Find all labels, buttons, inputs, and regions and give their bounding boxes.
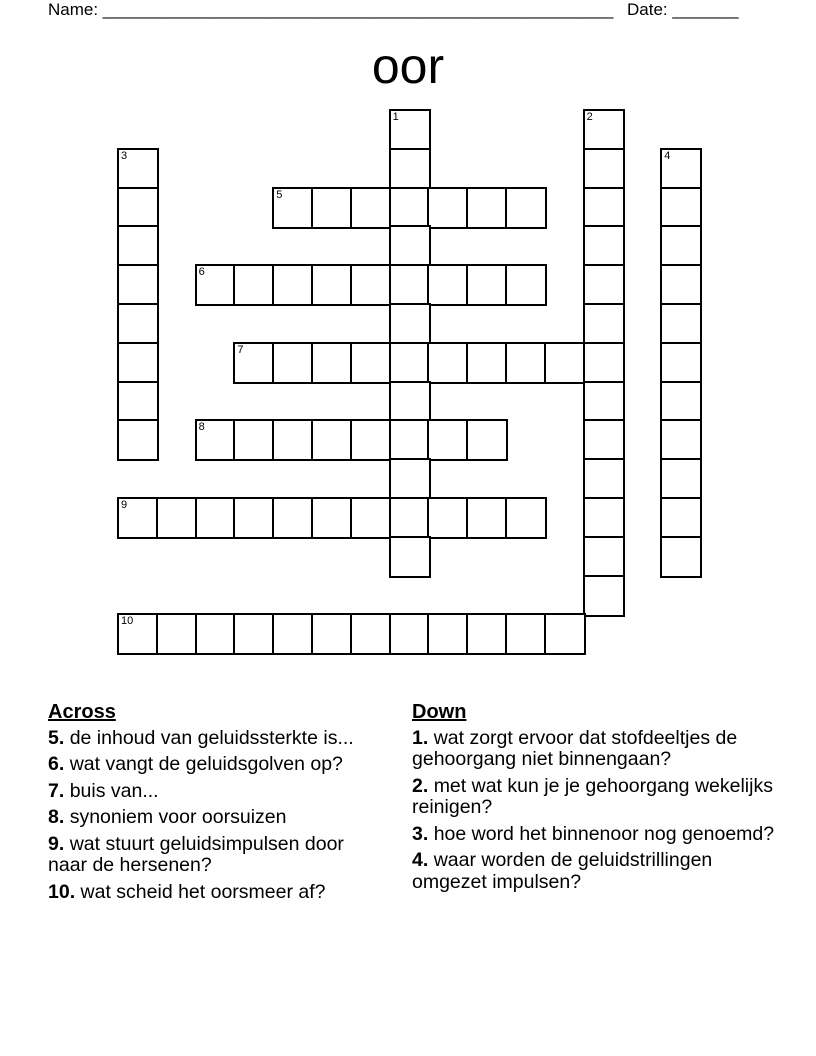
clue-text: buis van... — [69, 779, 159, 802]
grid-cell[interactable] — [583, 575, 625, 617]
grid-cell[interactable] — [660, 148, 702, 190]
grid-cell[interactable] — [350, 613, 392, 655]
clue-text: wat stuurt geluidsimpulsen door naar de hersenen? — [48, 832, 344, 876]
cell-number: 2 — [586, 111, 593, 123]
grid-cell[interactable] — [583, 148, 625, 190]
grid-cell[interactable] — [505, 342, 547, 384]
grid-cell[interactable] — [195, 264, 237, 306]
grid-cell[interactable] — [660, 497, 702, 539]
grid-cell[interactable] — [660, 342, 702, 384]
grid-cell[interactable] — [350, 419, 392, 461]
grid-cell[interactable] — [233, 497, 275, 539]
grid-cell[interactable] — [660, 419, 702, 461]
grid-cell[interactable] — [505, 613, 547, 655]
grid-cell[interactable] — [389, 419, 431, 461]
grid-cell[interactable] — [272, 613, 314, 655]
clue-text: wat vangt de geluidsgolven op? — [69, 753, 343, 775]
cell-number: 7 — [237, 343, 244, 356]
grid-cell[interactable] — [233, 264, 275, 306]
grid-cell[interactable] — [583, 303, 625, 345]
grid-cell[interactable] — [117, 381, 159, 423]
grid-cell[interactable] — [466, 264, 508, 306]
grid-cell[interactable] — [427, 419, 469, 461]
puzzle-title: oor — [371, 38, 445, 94]
cell-number: 10 — [121, 615, 134, 628]
grid-cell[interactable] — [583, 187, 625, 229]
grid-cell[interactable] — [389, 225, 431, 267]
grid-cell[interactable] — [389, 381, 431, 423]
grid-cell[interactable] — [466, 497, 508, 539]
clue-text: hoe word het binnenoor nog genoemd? — [433, 822, 775, 845]
clue-text: wat zorgt ervoor dat stofdeeltjes de gehoorgang niet binnengaan? — [412, 726, 738, 770]
grid-cell[interactable] — [389, 613, 431, 655]
grid-cell[interactable] — [117, 225, 159, 267]
grid-cell[interactable] — [389, 264, 431, 306]
grid-cell[interactable] — [466, 419, 508, 461]
grid-cell[interactable] — [466, 187, 508, 229]
clue-number: 10. — [48, 880, 76, 903]
grid-cell[interactable] — [660, 187, 702, 229]
grid-cell[interactable] — [156, 497, 198, 539]
clue-number: 2. — [412, 774, 429, 797]
across-heading: Across — [48, 701, 116, 723]
grid-cell[interactable] — [389, 458, 431, 500]
clue-text: synoniem voor oorsuizen — [69, 806, 287, 828]
grid-cell[interactable] — [117, 264, 159, 306]
clue-text: wat scheid het oorsmeer af? — [80, 880, 326, 903]
grid-cell[interactable] — [117, 148, 159, 190]
clue-text: waar worden de geluidstrillingen omgezet impulsen? — [412, 849, 713, 893]
grid-cell[interactable] — [660, 303, 702, 345]
cell-number: 9 — [121, 499, 128, 511]
grid-cell[interactable] — [233, 419, 275, 461]
grid-cell[interactable] — [311, 264, 353, 306]
grid-cell[interactable] — [272, 264, 314, 306]
grid-cell[interactable] — [583, 458, 625, 500]
grid-cell[interactable] — [427, 264, 469, 306]
grid-cell[interactable] — [272, 419, 314, 461]
grid-cell[interactable] — [389, 187, 431, 229]
grid-cell[interactable] — [350, 187, 392, 229]
grid-cell[interactable] — [389, 342, 431, 384]
grid-cell[interactable] — [466, 613, 508, 655]
across-clue-9 — [48, 834, 378, 877]
grid-cell[interactable] — [311, 187, 353, 229]
grid-cell[interactable] — [505, 264, 547, 306]
grid-cell[interactable] — [272, 342, 314, 384]
cell-number: 4 — [664, 149, 671, 162]
across-clue-5 — [48, 728, 378, 750]
across-clue-6 — [48, 754, 378, 776]
clue-number: 8. — [48, 806, 65, 828]
across-clue-8 — [48, 807, 378, 829]
grid-cell[interactable] — [195, 497, 237, 539]
clue-number: 3. — [412, 822, 429, 845]
clue-number: 1. — [412, 726, 429, 749]
cell-number: 6 — [198, 266, 205, 279]
grid-cell[interactable] — [117, 497, 159, 539]
grid-cell[interactable] — [389, 497, 431, 539]
grid-cell[interactable] — [117, 342, 159, 384]
down-heading: Down — [412, 701, 467, 723]
grid-cell[interactable] — [583, 419, 625, 461]
grid-cell[interactable] — [156, 613, 198, 655]
grid-cell[interactable] — [583, 225, 625, 267]
grid-cell[interactable] — [350, 264, 392, 306]
cell-number: 8 — [198, 421, 205, 434]
grid-cell[interactable] — [272, 187, 314, 229]
grid-cell[interactable] — [389, 148, 431, 190]
grid-cell[interactable] — [427, 342, 469, 384]
clue-number: 6. — [48, 753, 65, 775]
down-clue-1 — [412, 728, 782, 771]
grid-cell[interactable] — [117, 303, 159, 345]
grid-cell[interactable] — [544, 342, 586, 384]
grid-cell[interactable] — [427, 187, 469, 229]
grid-cell[interactable] — [195, 419, 237, 461]
grid-cell[interactable] — [272, 497, 314, 539]
grid-cell[interactable] — [505, 497, 547, 539]
grid-cell[interactable] — [117, 613, 159, 655]
grid-cell[interactable] — [350, 497, 392, 539]
grid-cell[interactable] — [311, 497, 353, 539]
grid-cell[interactable] — [583, 109, 625, 151]
grid-cell[interactable] — [660, 264, 702, 306]
grid-cell[interactable] — [583, 497, 625, 539]
clue-number: 4. — [412, 849, 429, 871]
grid-cell[interactable] — [544, 613, 586, 655]
date-field-label: Date: _______ — [627, 0, 739, 19]
down-clue-2 — [412, 776, 782, 819]
grid-cell[interactable] — [195, 613, 237, 655]
grid-cell[interactable] — [311, 419, 353, 461]
grid-cell[interactable] — [389, 303, 431, 345]
down-clues — [412, 702, 782, 898]
grid-cell[interactable] — [389, 536, 431, 578]
grid-cell[interactable] — [117, 187, 159, 229]
clue-text: de inhoud van geluidssterkte is... — [69, 726, 354, 749]
grid-cell[interactable] — [583, 342, 625, 384]
grid-cell[interactable] — [466, 342, 508, 384]
cell-number: 5 — [276, 188, 283, 201]
grid-cell[interactable] — [427, 613, 469, 655]
grid-cell[interactable] — [505, 187, 547, 229]
grid-cell[interactable] — [660, 536, 702, 578]
cell-number: 1 — [392, 111, 399, 123]
grid-cell[interactable] — [389, 109, 431, 151]
grid-cell[interactable] — [233, 342, 275, 384]
clue-number: 5. — [48, 726, 65, 749]
grid-cell[interactable] — [117, 419, 159, 461]
grid-cell[interactable] — [583, 381, 625, 423]
across-clue-7 — [48, 781, 378, 803]
grid-cell[interactable] — [660, 381, 702, 423]
grid-cell[interactable] — [233, 613, 275, 655]
cell-number: 3 — [121, 149, 128, 162]
across-clues — [48, 702, 378, 908]
down-clue-3 — [412, 824, 782, 846]
grid-cell[interactable] — [583, 536, 625, 578]
grid-cell[interactable] — [311, 613, 353, 655]
clue-number: 7. — [48, 779, 65, 802]
clue-text: met wat kun je je gehoorgang wekelijks reinigen? — [412, 774, 773, 818]
clue-number: 9. — [48, 832, 65, 855]
down-clue-4 — [412, 850, 782, 893]
grid-cell[interactable] — [350, 342, 392, 384]
grid-cell[interactable] — [427, 497, 469, 539]
name-field-label: Name: ______________________________________________________ — [48, 0, 614, 19]
grid-cell[interactable] — [660, 458, 702, 500]
grid-cell[interactable] — [583, 264, 625, 306]
grid-cell[interactable] — [660, 225, 702, 267]
grid-cell[interactable] — [311, 342, 353, 384]
across-clue-10 — [48, 882, 378, 904]
